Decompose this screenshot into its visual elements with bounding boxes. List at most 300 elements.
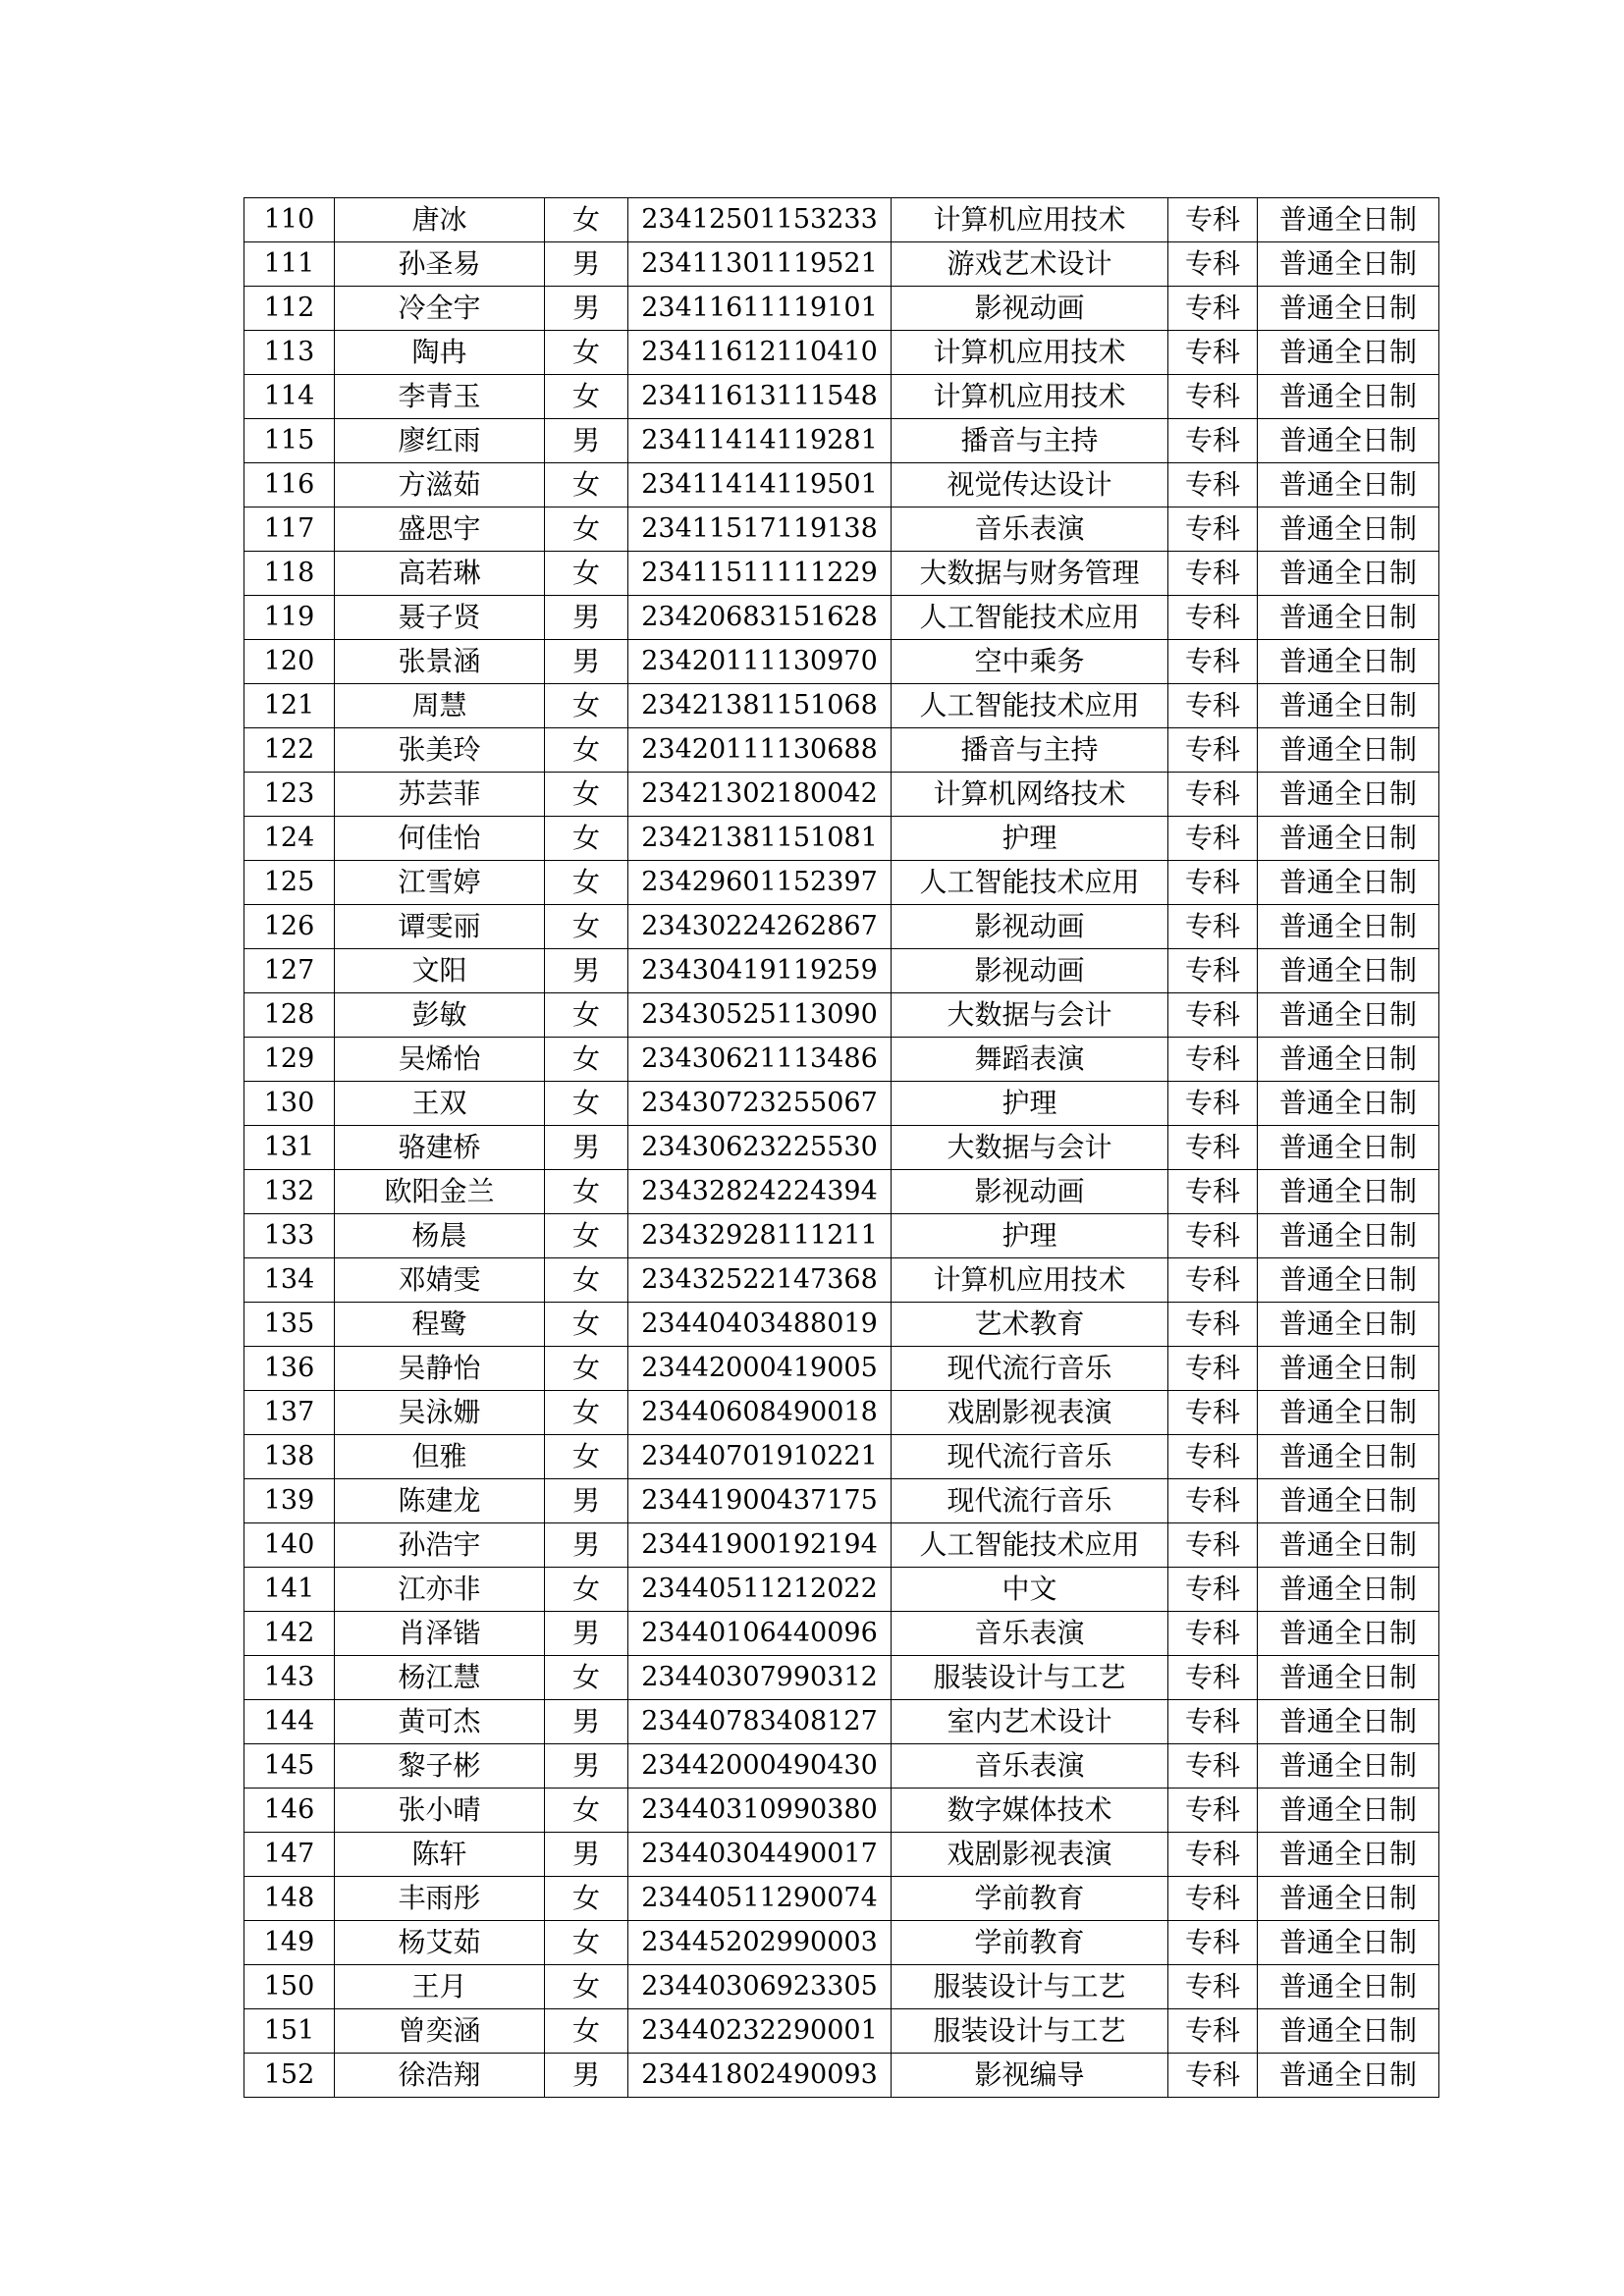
study-mode-cell: 普通全日制: [1258, 1170, 1439, 1214]
gender-cell: 女: [545, 993, 628, 1038]
row-number-cell: 149: [244, 1921, 335, 1965]
education-level-cell: 专科: [1168, 1656, 1258, 1700]
table-row: [244, 1303, 1439, 1347]
study-mode-cell: 普通全日制: [1258, 552, 1439, 596]
candidate-id-cell: 23430525113090: [628, 993, 892, 1038]
education-level-cell: 专科: [1168, 1258, 1258, 1303]
student-name-cell: 曾奕涵: [335, 2009, 545, 2054]
student-name-cell: 丰雨彤: [335, 1877, 545, 1921]
study-mode-cell: 普通全日制: [1258, 1789, 1439, 1833]
major-cell: 影视动画: [892, 1170, 1168, 1214]
candidate-id-cell: 23441802490093: [628, 2054, 892, 2098]
table-row: [244, 993, 1439, 1038]
education-level-cell: 专科: [1168, 1082, 1258, 1126]
candidate-id-cell: 23411414119501: [628, 463, 892, 507]
row-number-cell: 127: [244, 949, 335, 993]
education-level-cell: 专科: [1168, 1965, 1258, 2009]
table-row: [244, 1479, 1439, 1523]
student-name-cell: 彭敏: [335, 993, 545, 1038]
table-row: [244, 1656, 1439, 1700]
row-number-cell: 116: [244, 463, 335, 507]
education-level-cell: 专科: [1168, 905, 1258, 949]
table-row: [244, 1347, 1439, 1391]
education-level-cell: 专科: [1168, 1700, 1258, 1744]
education-level-cell: 专科: [1168, 684, 1258, 728]
student-name-cell: 陶冉: [335, 331, 545, 375]
gender-cell: 女: [545, 1435, 628, 1479]
candidate-id-cell: 23432824224394: [628, 1170, 892, 1214]
education-level-cell: 专科: [1168, 817, 1258, 861]
study-mode-cell: 普通全日制: [1258, 596, 1439, 640]
candidate-id-cell: 23440307990312: [628, 1656, 892, 1700]
major-cell: 护理: [892, 1082, 1168, 1126]
table-row: [244, 1038, 1439, 1082]
gender-cell: 男: [545, 1744, 628, 1789]
candidate-id-cell: 23445202990003: [628, 1921, 892, 1965]
student-name-cell: 冷全宇: [335, 287, 545, 331]
candidate-id-cell: 23421381151068: [628, 684, 892, 728]
gender-cell: 女: [545, 1656, 628, 1700]
candidate-id-cell: 23411517119138: [628, 507, 892, 552]
candidate-id-cell: 23411414119281: [628, 419, 892, 463]
study-mode-cell: 普通全日制: [1258, 1656, 1439, 1700]
candidate-id-cell: 23440403488019: [628, 1303, 892, 1347]
student-name-cell: 王月: [335, 1965, 545, 2009]
education-level-cell: 专科: [1168, 552, 1258, 596]
student-name-cell: 张小晴: [335, 1789, 545, 1833]
study-mode-cell: 普通全日制: [1258, 198, 1439, 242]
row-number-cell: 117: [244, 507, 335, 552]
candidate-id-cell: 23430224262867: [628, 905, 892, 949]
education-level-cell: 专科: [1168, 1038, 1258, 1082]
major-cell: 现代流行音乐: [892, 1479, 1168, 1523]
student-name-cell: 李青玉: [335, 375, 545, 419]
table-row: [244, 1789, 1439, 1833]
student-name-cell: 黎子彬: [335, 1744, 545, 1789]
row-number-cell: 122: [244, 728, 335, 773]
major-cell: 影视动画: [892, 287, 1168, 331]
education-level-cell: 专科: [1168, 993, 1258, 1038]
major-cell: 影视动画: [892, 905, 1168, 949]
table-row: [244, 242, 1439, 287]
student-name-cell: 肖泽锴: [335, 1612, 545, 1656]
major-cell: 护理: [892, 1214, 1168, 1258]
row-number-cell: 143: [244, 1656, 335, 1700]
education-level-cell: 专科: [1168, 1303, 1258, 1347]
study-mode-cell: 普通全日制: [1258, 905, 1439, 949]
study-mode-cell: 普通全日制: [1258, 1479, 1439, 1523]
gender-cell: 男: [545, 1612, 628, 1656]
table-row: [244, 1435, 1439, 1479]
candidate-id-cell: 23440511212022: [628, 1568, 892, 1612]
gender-cell: 女: [545, 1303, 628, 1347]
education-level-cell: 专科: [1168, 1347, 1258, 1391]
gender-cell: 男: [545, 1523, 628, 1568]
student-name-cell: 廖红雨: [335, 419, 545, 463]
table-row: [244, 1700, 1439, 1744]
education-level-cell: 专科: [1168, 1833, 1258, 1877]
gender-cell: 男: [545, 1700, 628, 1744]
row-number-cell: 137: [244, 1391, 335, 1435]
gender-cell: 女: [545, 2009, 628, 2054]
table-row: [244, 1568, 1439, 1612]
candidate-id-cell: 23441900192194: [628, 1523, 892, 1568]
table-row: [244, 463, 1439, 507]
candidate-id-cell: 23440511290074: [628, 1877, 892, 1921]
education-level-cell: 专科: [1168, 1789, 1258, 1833]
candidate-id-cell: 23411301119521: [628, 242, 892, 287]
student-name-cell: 骆建桥: [335, 1126, 545, 1170]
student-roster-table: [244, 197, 1439, 2098]
study-mode-cell: 普通全日制: [1258, 1700, 1439, 1744]
table-row: [244, 1082, 1439, 1126]
row-number-cell: 110: [244, 198, 335, 242]
major-cell: 学前教育: [892, 1877, 1168, 1921]
education-level-cell: 专科: [1168, 287, 1258, 331]
table-row: [244, 375, 1439, 419]
education-level-cell: 专科: [1168, 2054, 1258, 2098]
table-row: [244, 1877, 1439, 1921]
study-mode-cell: 普通全日制: [1258, 728, 1439, 773]
candidate-id-cell: 23420683151628: [628, 596, 892, 640]
student-name-cell: 邓婧雯: [335, 1258, 545, 1303]
gender-cell: 女: [545, 1921, 628, 1965]
major-cell: 影视动画: [892, 949, 1168, 993]
major-cell: 人工智能技术应用: [892, 596, 1168, 640]
student-name-cell: 张美玲: [335, 728, 545, 773]
row-number-cell: 144: [244, 1700, 335, 1744]
student-name-cell: 徐浩翔: [335, 2054, 545, 2098]
student-name-cell: 孙浩宇: [335, 1523, 545, 1568]
study-mode-cell: 普通全日制: [1258, 375, 1439, 419]
row-number-cell: 147: [244, 1833, 335, 1877]
education-level-cell: 专科: [1168, 198, 1258, 242]
candidate-id-cell: 23440106440096: [628, 1612, 892, 1656]
study-mode-cell: 普通全日制: [1258, 1523, 1439, 1568]
student-name-cell: 聂子贤: [335, 596, 545, 640]
major-cell: 服装设计与工艺: [892, 2009, 1168, 2054]
gender-cell: 女: [545, 1789, 628, 1833]
row-number-cell: 111: [244, 242, 335, 287]
candidate-id-cell: 23440304490017: [628, 1833, 892, 1877]
gender-cell: 女: [545, 463, 628, 507]
table-row: [244, 1523, 1439, 1568]
gender-cell: 男: [545, 2054, 628, 2098]
gender-cell: 男: [545, 1479, 628, 1523]
major-cell: 计算机应用技术: [892, 331, 1168, 375]
candidate-id-cell: 23420111130688: [628, 728, 892, 773]
study-mode-cell: 普通全日制: [1258, 1258, 1439, 1303]
table-row: [244, 331, 1439, 375]
study-mode-cell: 普通全日制: [1258, 419, 1439, 463]
major-cell: 人工智能技术应用: [892, 684, 1168, 728]
table-row: [244, 949, 1439, 993]
major-cell: 播音与主持: [892, 419, 1168, 463]
study-mode-cell: 普通全日制: [1258, 1612, 1439, 1656]
candidate-id-cell: 23442000419005: [628, 1347, 892, 1391]
study-mode-cell: 普通全日制: [1258, 1921, 1439, 1965]
student-name-cell: 杨晨: [335, 1214, 545, 1258]
gender-cell: 女: [545, 817, 628, 861]
major-cell: 数字媒体技术: [892, 1789, 1168, 1833]
education-level-cell: 专科: [1168, 949, 1258, 993]
education-level-cell: 专科: [1168, 640, 1258, 684]
education-level-cell: 专科: [1168, 463, 1258, 507]
study-mode-cell: 普通全日制: [1258, 287, 1439, 331]
candidate-id-cell: 23429601152397: [628, 861, 892, 905]
student-name-cell: 张景涵: [335, 640, 545, 684]
gender-cell: 女: [545, 684, 628, 728]
major-cell: 戏剧影视表演: [892, 1833, 1168, 1877]
row-number-cell: 133: [244, 1214, 335, 1258]
study-mode-cell: 普通全日制: [1258, 684, 1439, 728]
candidate-id-cell: 23430419119259: [628, 949, 892, 993]
row-number-cell: 139: [244, 1479, 335, 1523]
education-level-cell: 专科: [1168, 1612, 1258, 1656]
gender-cell: 男: [545, 949, 628, 993]
gender-cell: 男: [545, 596, 628, 640]
major-cell: 中文: [892, 1568, 1168, 1612]
major-cell: 戏剧影视表演: [892, 1391, 1168, 1435]
major-cell: 大数据与财务管理: [892, 552, 1168, 596]
student-name-cell: 苏芸菲: [335, 773, 545, 817]
study-mode-cell: 普通全日制: [1258, 817, 1439, 861]
education-level-cell: 专科: [1168, 242, 1258, 287]
table-row: [244, 287, 1439, 331]
major-cell: 计算机应用技术: [892, 1258, 1168, 1303]
row-number-cell: 126: [244, 905, 335, 949]
education-level-cell: 专科: [1168, 1435, 1258, 1479]
table-row: [244, 1214, 1439, 1258]
student-name-cell: 何佳怡: [335, 817, 545, 861]
table-row: [244, 552, 1439, 596]
major-cell: 视觉传达设计: [892, 463, 1168, 507]
row-number-cell: 136: [244, 1347, 335, 1391]
gender-cell: 女: [545, 728, 628, 773]
gender-cell: 女: [545, 1391, 628, 1435]
education-level-cell: 专科: [1168, 773, 1258, 817]
row-number-cell: 152: [244, 2054, 335, 2098]
gender-cell: 女: [545, 773, 628, 817]
gender-cell: 女: [545, 331, 628, 375]
row-number-cell: 129: [244, 1038, 335, 1082]
table-row: [244, 1965, 1439, 2009]
education-level-cell: 专科: [1168, 419, 1258, 463]
row-number-cell: 112: [244, 287, 335, 331]
gender-cell: 女: [545, 1258, 628, 1303]
study-mode-cell: 普通全日制: [1258, 1303, 1439, 1347]
table-row: [244, 773, 1439, 817]
education-level-cell: 专科: [1168, 1479, 1258, 1523]
table-row: [244, 861, 1439, 905]
study-mode-cell: 普通全日制: [1258, 2054, 1439, 2098]
table-row: [244, 905, 1439, 949]
table-row: [244, 507, 1439, 552]
education-level-cell: 专科: [1168, 728, 1258, 773]
education-level-cell: 专科: [1168, 1877, 1258, 1921]
study-mode-cell: 普通全日制: [1258, 2009, 1439, 2054]
study-mode-cell: 普通全日制: [1258, 1082, 1439, 1126]
gender-cell: 女: [545, 507, 628, 552]
gender-cell: 女: [545, 1214, 628, 1258]
student-name-cell: 陈轩: [335, 1833, 545, 1877]
gender-cell: 男: [545, 242, 628, 287]
student-name-cell: 高若琳: [335, 552, 545, 596]
table-row: [244, 817, 1439, 861]
study-mode-cell: 普通全日制: [1258, 1435, 1439, 1479]
row-number-cell: 131: [244, 1126, 335, 1170]
study-mode-cell: 普通全日制: [1258, 242, 1439, 287]
student-name-cell: 杨江慧: [335, 1656, 545, 1700]
major-cell: 服装设计与工艺: [892, 1656, 1168, 1700]
gender-cell: 女: [545, 375, 628, 419]
gender-cell: 女: [545, 1877, 628, 1921]
gender-cell: 女: [545, 552, 628, 596]
major-cell: 计算机网络技术: [892, 773, 1168, 817]
major-cell: 学前教育: [892, 1921, 1168, 1965]
study-mode-cell: 普通全日制: [1258, 1744, 1439, 1789]
study-mode-cell: 普通全日制: [1258, 1965, 1439, 2009]
table-row: [244, 198, 1439, 242]
study-mode-cell: 普通全日制: [1258, 1126, 1439, 1170]
education-level-cell: 专科: [1168, 375, 1258, 419]
major-cell: 音乐表演: [892, 507, 1168, 552]
row-number-cell: 146: [244, 1789, 335, 1833]
study-mode-cell: 普通全日制: [1258, 1214, 1439, 1258]
table-row: [244, 1170, 1439, 1214]
major-cell: 播音与主持: [892, 728, 1168, 773]
row-number-cell: 135: [244, 1303, 335, 1347]
gender-cell: 女: [545, 1038, 628, 1082]
study-mode-cell: 普通全日制: [1258, 773, 1439, 817]
table-row: [244, 1612, 1439, 1656]
education-level-cell: 专科: [1168, 1744, 1258, 1789]
table-row: [244, 596, 1439, 640]
major-cell: 人工智能技术应用: [892, 861, 1168, 905]
candidate-id-cell: 23440310990380: [628, 1789, 892, 1833]
candidate-id-cell: 23411511111229: [628, 552, 892, 596]
student-name-cell: 但雅: [335, 1435, 545, 1479]
major-cell: 音乐表演: [892, 1744, 1168, 1789]
major-cell: 艺术教育: [892, 1303, 1168, 1347]
table-row: [244, 640, 1439, 684]
student-name-cell: 吴静怡: [335, 1347, 545, 1391]
row-number-cell: 120: [244, 640, 335, 684]
candidate-id-cell: 23420111130970: [628, 640, 892, 684]
row-number-cell: 130: [244, 1082, 335, 1126]
major-cell: 现代流行音乐: [892, 1347, 1168, 1391]
study-mode-cell: 普通全日制: [1258, 993, 1439, 1038]
study-mode-cell: 普通全日制: [1258, 507, 1439, 552]
student-name-cell: 盛思宇: [335, 507, 545, 552]
major-cell: 人工智能技术应用: [892, 1523, 1168, 1568]
education-level-cell: 专科: [1168, 861, 1258, 905]
candidate-id-cell: 23440701910221: [628, 1435, 892, 1479]
education-level-cell: 专科: [1168, 2009, 1258, 2054]
student-name-cell: 江雪婷: [335, 861, 545, 905]
row-number-cell: 113: [244, 331, 335, 375]
major-cell: 游戏艺术设计: [892, 242, 1168, 287]
candidate-id-cell: 23430623225530: [628, 1126, 892, 1170]
candidate-id-cell: 23430723255067: [628, 1082, 892, 1126]
gender-cell: 男: [545, 287, 628, 331]
row-number-cell: 141: [244, 1568, 335, 1612]
gender-cell: 女: [545, 1170, 628, 1214]
study-mode-cell: 普通全日制: [1258, 949, 1439, 993]
study-mode-cell: 普通全日制: [1258, 463, 1439, 507]
student-name-cell: 江亦非: [335, 1568, 545, 1612]
candidate-id-cell: 23430621113486: [628, 1038, 892, 1082]
major-cell: 现代流行音乐: [892, 1435, 1168, 1479]
row-number-cell: 148: [244, 1877, 335, 1921]
candidate-id-cell: 23440232290001: [628, 2009, 892, 2054]
table-row: [244, 2009, 1439, 2054]
candidate-id-cell: 23432928111211: [628, 1214, 892, 1258]
gender-cell: 女: [545, 861, 628, 905]
student-name-cell: 吴泳姗: [335, 1391, 545, 1435]
student-name-cell: 周慧: [335, 684, 545, 728]
study-mode-cell: 普通全日制: [1258, 1038, 1439, 1082]
row-number-cell: 118: [244, 552, 335, 596]
education-level-cell: 专科: [1168, 1523, 1258, 1568]
student-name-cell: 方滋茹: [335, 463, 545, 507]
table-row: [244, 1391, 1439, 1435]
candidate-id-cell: 23441900437175: [628, 1479, 892, 1523]
student-name-cell: 吴烯怡: [335, 1038, 545, 1082]
row-number-cell: 145: [244, 1744, 335, 1789]
student-name-cell: 黄可杰: [335, 1700, 545, 1744]
education-level-cell: 专科: [1168, 507, 1258, 552]
row-number-cell: 151: [244, 2009, 335, 2054]
gender-cell: 女: [545, 1082, 628, 1126]
row-number-cell: 140: [244, 1523, 335, 1568]
row-number-cell: 134: [244, 1258, 335, 1303]
major-cell: 大数据与会计: [892, 1126, 1168, 1170]
student-name-cell: 孙圣易: [335, 242, 545, 287]
gender-cell: 男: [545, 1833, 628, 1877]
gender-cell: 男: [545, 419, 628, 463]
row-number-cell: 115: [244, 419, 335, 463]
table-row: [244, 728, 1439, 773]
major-cell: 音乐表演: [892, 1612, 1168, 1656]
candidate-id-cell: 23421381151081: [628, 817, 892, 861]
student-name-cell: 谭雯丽: [335, 905, 545, 949]
row-number-cell: 121: [244, 684, 335, 728]
candidate-id-cell: 23411611119101: [628, 287, 892, 331]
gender-cell: 女: [545, 1965, 628, 2009]
major-cell: 大数据与会计: [892, 993, 1168, 1038]
major-cell: 计算机应用技术: [892, 198, 1168, 242]
candidate-id-cell: 23432522147368: [628, 1258, 892, 1303]
major-cell: 舞蹈表演: [892, 1038, 1168, 1082]
row-number-cell: 125: [244, 861, 335, 905]
study-mode-cell: 普通全日制: [1258, 1877, 1439, 1921]
study-mode-cell: 普通全日制: [1258, 1347, 1439, 1391]
study-mode-cell: 普通全日制: [1258, 861, 1439, 905]
education-level-cell: 专科: [1168, 1170, 1258, 1214]
major-cell: 计算机应用技术: [892, 375, 1168, 419]
major-cell: 护理: [892, 817, 1168, 861]
table-row: [244, 2054, 1439, 2098]
education-level-cell: 专科: [1168, 1568, 1258, 1612]
row-number-cell: 142: [244, 1612, 335, 1656]
major-cell: 室内艺术设计: [892, 1700, 1168, 1744]
major-cell: 空中乘务: [892, 640, 1168, 684]
row-number-cell: 114: [244, 375, 335, 419]
candidate-id-cell: 23442000490430: [628, 1744, 892, 1789]
student-name-cell: 程鹭: [335, 1303, 545, 1347]
student-name-cell: 唐冰: [335, 198, 545, 242]
